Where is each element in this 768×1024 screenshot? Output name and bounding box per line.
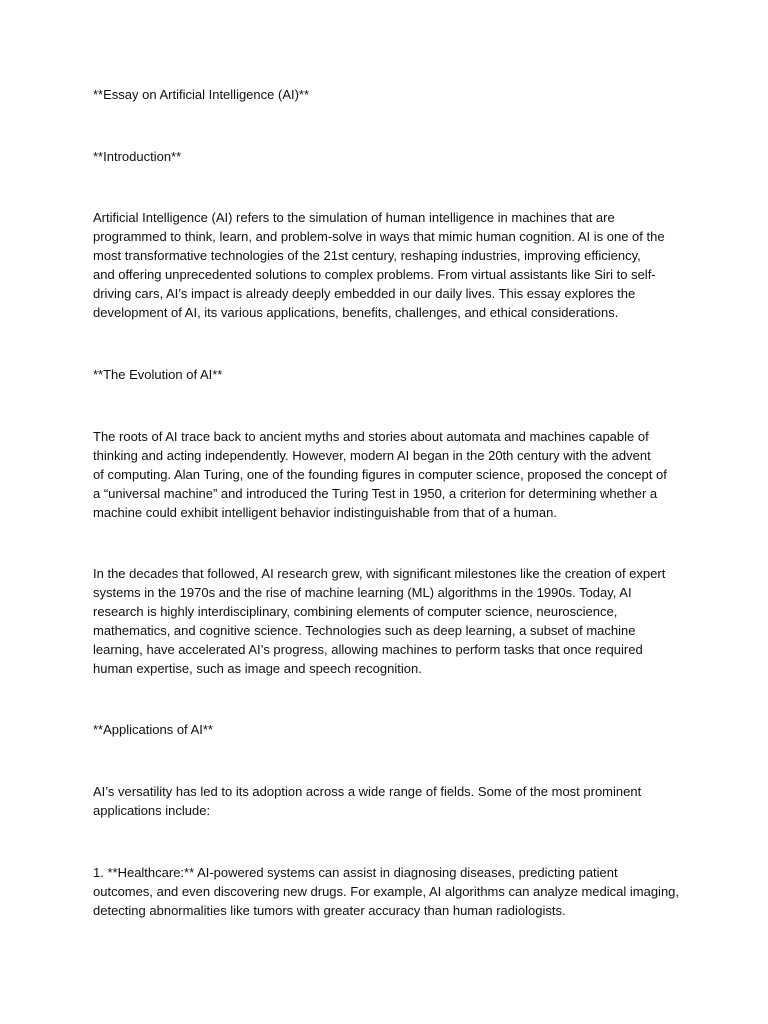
paragraph-line: AI’s versatility has led to its adoption across a wide range of fields. Some of the most prominent (93, 784, 642, 799)
paragraph-line: applications include: (93, 802, 211, 818)
section-heading-applications (93, 721, 683, 740)
paragraph-line: research is highly interdisciplinary, combining elements of computer science, neuroscience, (93, 603, 618, 619)
paragraph-line: and offering unprecedented solutions to complex problems. From virtual assistants like Siri to self- (93, 266, 656, 282)
paragraph-line: outcomes, and even discovering new drugs. For example, AI algorithms can analyze medical imaging, (93, 883, 680, 899)
paragraph-line: thinking and acting independently. However, modern AI began in the 20th century with the advent (93, 447, 651, 463)
paragraph-line: learning, have accelerated AI’s progress, allowing machines to perform tasks that once required (93, 641, 643, 657)
paragraph-line: In the decades that followed, AI research grew, with significant milestones like the creation of expert (93, 566, 666, 581)
paragraph-line: development of AI, its various applications, benefits, challenges, and ethical considerations. (93, 304, 619, 320)
paragraph-line: of computing. Alan Turing, one of the founding figures in computer science, proposed the concept of (93, 466, 667, 482)
evolution-paragraph-2 (93, 565, 683, 678)
paragraph-line: driving cars, AI’s impact is already deeply embedded in our daily lives. This essay explores the (93, 285, 636, 301)
document-title (93, 86, 683, 105)
introduction-paragraph (93, 209, 683, 322)
paragraph-line: machine could exhibit intelligent behavior indistinguishable from that of a human. (93, 504, 557, 520)
paragraph-line: systems in the 1970s and the rise of machine learning (ML) algorithms in the 1990s. Today, AI (93, 584, 632, 600)
heading-text: **Applications of AI** (93, 722, 213, 737)
heading-text: **Introduction** (93, 149, 182, 164)
list-item-healthcare (93, 864, 683, 921)
evolution-paragraph-1 (93, 428, 683, 523)
title-text: **Essay on Artificial Intelligence (AI)** (93, 87, 310, 102)
paragraph-line: Artificial Intelligence (AI) refers to the simulation of human intelligence in machines that are (93, 210, 615, 225)
paragraph-line: detecting abnormalities like tumors with greater accuracy than human radiologists. (93, 902, 566, 918)
paragraph-line: a “universal machine” and introduced the Turing Test in 1950, a criterion for determining whether a (93, 485, 658, 501)
paragraph-line: mathematics, and cognitive science. Technologies such as deep learning, a subset of machine (93, 622, 636, 638)
paragraph-line: most transformative technologies of the 21st century, reshaping industries, improving efficiency, (93, 247, 641, 263)
paragraph-line: programmed to think, learn, and problem-solve in ways that mimic human cognition. AI is one of the (93, 228, 665, 244)
section-heading-evolution (93, 366, 683, 385)
paragraph-line: human expertise, such as image and speech recognition. (93, 660, 422, 676)
section-heading-introduction (93, 148, 683, 167)
paragraph-line: The roots of AI trace back to ancient myths and stories about automata and machines capable of (93, 429, 649, 444)
heading-text: **The Evolution of AI** (93, 367, 223, 382)
applications-intro-paragraph (93, 783, 683, 821)
paragraph-line: 1. **Healthcare:** AI-powered systems can assist in diagnosing diseases, predicting patient (93, 865, 618, 880)
